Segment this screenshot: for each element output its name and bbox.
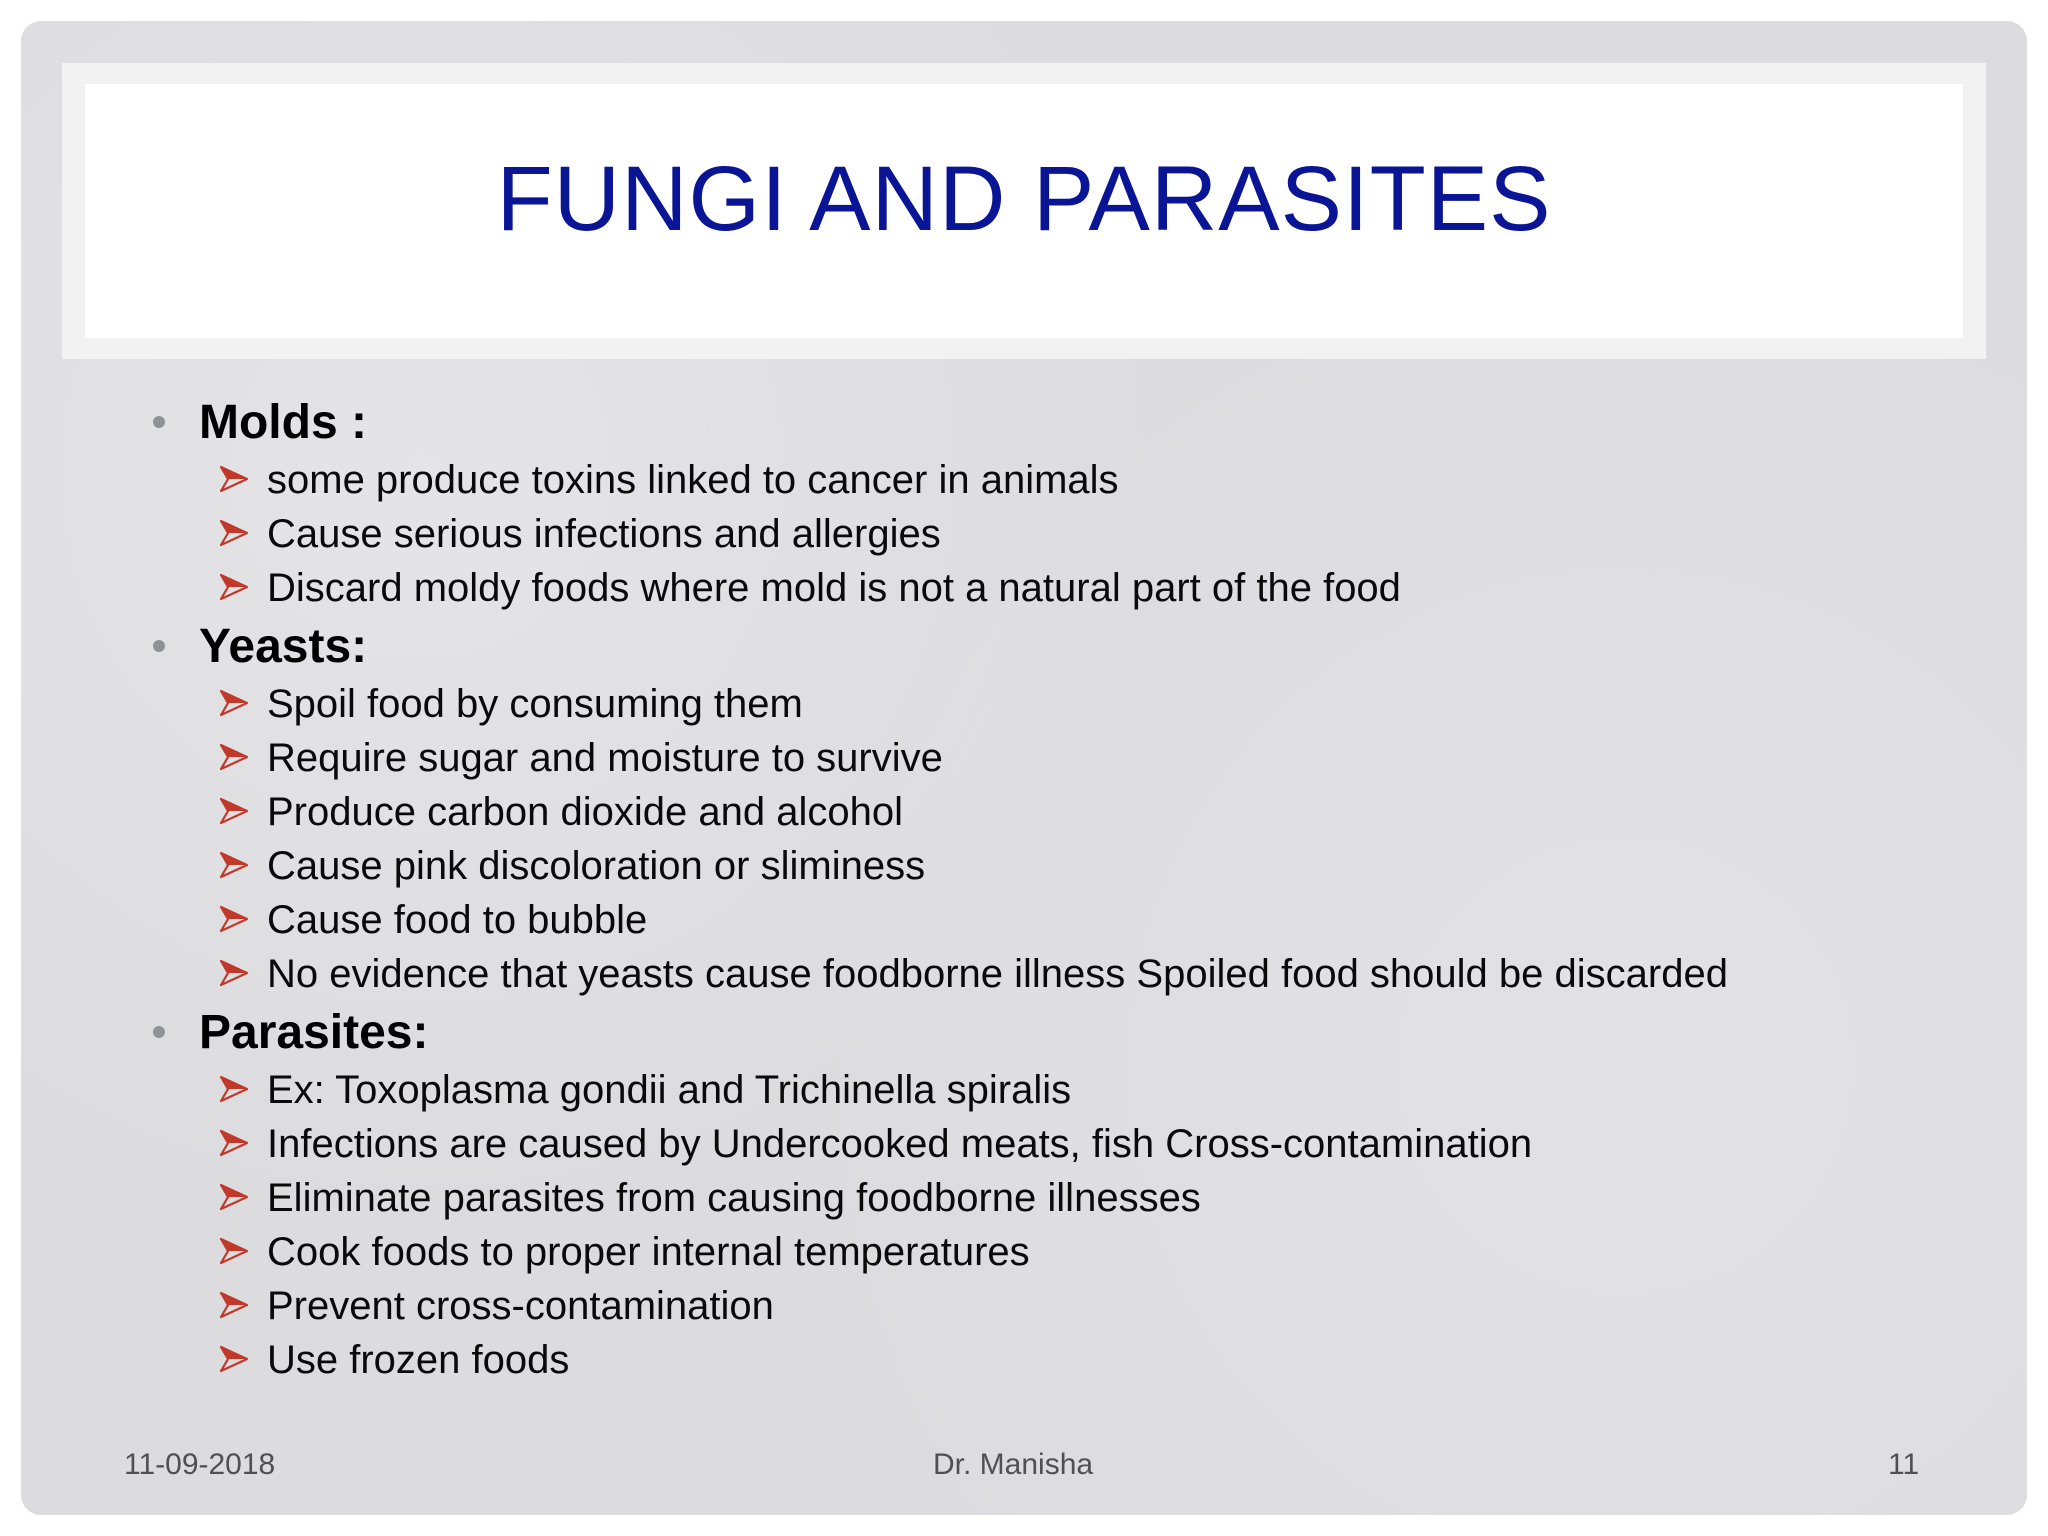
list-item-text: Spoil food by consuming them (267, 682, 803, 726)
section-heading-row (151, 615, 1931, 677)
list-item-text: Cause pink discoloration or sliminess (267, 844, 926, 888)
content-section (151, 1001, 1931, 1387)
title-box (85, 84, 1963, 338)
list-item-text: Discard moldy foods where mold is not a natural part of the food (267, 566, 1401, 610)
section-heading: Yeasts: (199, 619, 368, 673)
list-item (219, 677, 1931, 731)
list-item (219, 839, 1931, 893)
arrowhead-bullet-icon (219, 953, 251, 988)
slide-title: FUNGI AND PARASITES (496, 147, 1552, 250)
footer-author: Dr. Manisha (933, 1448, 1094, 1481)
list-item (219, 1225, 1931, 1279)
arrowhead-bullet-icon (219, 1231, 251, 1266)
section-heading-row (151, 1001, 1931, 1063)
bullet-list (151, 1063, 1931, 1387)
list-item (219, 1279, 1931, 1333)
list-item-text: Require sugar and moisture to survive (267, 736, 943, 780)
list-item (219, 1333, 1931, 1387)
list-item (219, 785, 1931, 839)
arrowhead-bullet-icon (219, 1177, 251, 1212)
arrowhead-bullet-icon (219, 737, 251, 772)
bullet-list (151, 677, 1931, 1001)
slide (21, 21, 2027, 1515)
arrowhead-bullet-icon (219, 845, 251, 880)
list-item-text: Cause food to bubble (267, 898, 648, 942)
section-heading-row (151, 391, 1931, 453)
dot-bullet-icon (153, 1026, 165, 1038)
list-item-text: some produce toxins linked to cancer in animals (267, 458, 1119, 502)
arrowhead-bullet-icon (219, 513, 251, 548)
footer-date: 11-09-2018 (124, 1448, 276, 1481)
list-item-text: Use frozen foods (267, 1338, 570, 1382)
arrowhead-bullet-icon (219, 899, 251, 934)
dot-bullet-icon (153, 640, 165, 652)
list-item-text: No evidence that yeasts cause foodborne illness Spoiled food should be discarded (267, 952, 1728, 996)
arrowhead-bullet-icon (219, 1339, 251, 1374)
list-item (219, 1117, 1931, 1171)
arrowhead-bullet-icon (219, 791, 251, 826)
list-item (219, 507, 1931, 561)
bullet-list (151, 453, 1931, 615)
section-heading: Molds : (199, 395, 367, 449)
list-item (219, 893, 1931, 947)
content-section (151, 391, 1931, 615)
list-item (219, 731, 1931, 785)
list-item-text: Cause serious infections and allergies (267, 512, 941, 556)
arrowhead-bullet-icon (219, 1123, 251, 1158)
slide-content (151, 391, 1931, 1387)
arrowhead-bullet-icon (219, 683, 251, 718)
list-item (219, 1171, 1931, 1225)
list-item (219, 947, 1931, 1001)
list-item-text: Infections are caused by Undercooked meats, fish Cross-contamination (267, 1122, 1533, 1166)
arrowhead-bullet-icon (219, 459, 251, 494)
list-item-text: Ex: Toxoplasma gondii and Trichinella spiralis (267, 1068, 1072, 1112)
arrowhead-bullet-icon (219, 567, 251, 602)
list-item (219, 453, 1931, 507)
content-section (151, 615, 1931, 1001)
footer-page-number: 11 (1888, 1448, 1920, 1481)
arrowhead-bullet-icon (219, 1069, 251, 1104)
arrowhead-bullet-icon (219, 1285, 251, 1320)
list-item (219, 1063, 1931, 1117)
list-item-text: Cook foods to proper internal temperatures (267, 1230, 1030, 1274)
list-item (219, 561, 1931, 615)
list-item-text: Eliminate parasites from causing foodborne illnesses (267, 1176, 1201, 1220)
list-item-text: Prevent cross-contamination (267, 1284, 774, 1328)
section-heading: Parasites: (199, 1005, 429, 1059)
dot-bullet-icon (153, 416, 165, 428)
list-item-text: Produce carbon dioxide and alcohol (267, 790, 903, 834)
